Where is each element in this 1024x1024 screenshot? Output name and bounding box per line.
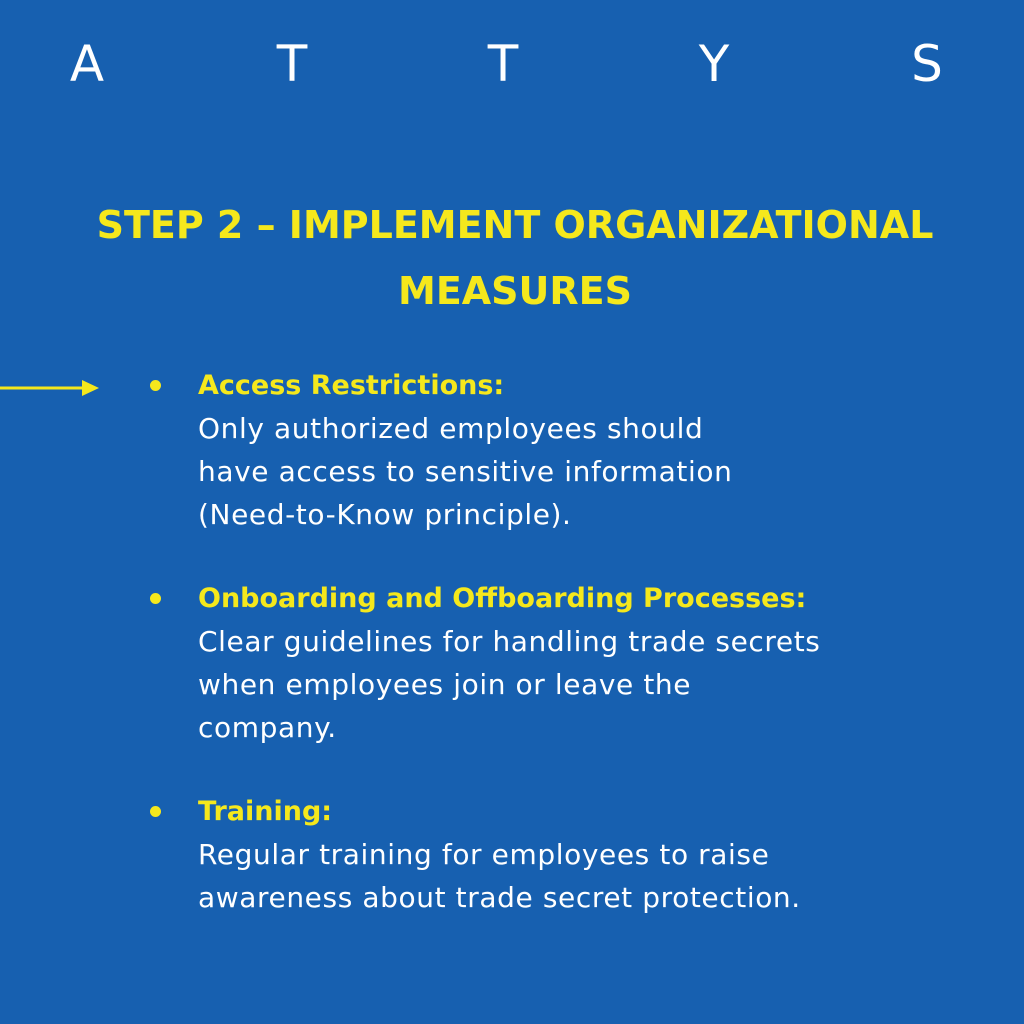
item-body-line: Only authorized employees should	[198, 412, 704, 445]
item-body-line: Clear guidelines for handling trade secrets	[198, 625, 821, 658]
brand-letter-2: T	[276, 35, 308, 93]
item-body-line: company.	[198, 711, 337, 744]
page-title-line-1: STEP 2 – IMPLEMENT ORGANIZATIONAL	[96, 203, 934, 247]
item-body-line: (Need-to-Know principle).	[198, 498, 572, 531]
brand-letter-1: A	[69, 35, 105, 93]
bullet-dot-icon	[150, 593, 161, 604]
item-heading: Access Restrictions:	[198, 370, 505, 401]
item-heading: Onboarding and Offboarding Processes:	[198, 583, 807, 614]
item-body-line: awareness about trade secret protection.	[198, 881, 801, 914]
page-title-line-2: MEASURES	[398, 269, 632, 313]
item-body-line: when employees join or leave the	[198, 668, 692, 701]
brand-letter-5: S	[911, 35, 943, 93]
brand-letter-3: T	[487, 35, 519, 93]
list-item-onboarding-offboarding	[198, 578, 988, 749]
brand-letter-4: Y	[698, 35, 730, 93]
item-body-line: Regular training for employees to raise	[198, 838, 770, 871]
bullet-dot-icon	[150, 380, 161, 391]
list-item-access-restrictions	[198, 365, 988, 536]
item-heading: Training:	[198, 796, 333, 827]
list-item-training	[198, 791, 988, 919]
bullet-dot-icon	[150, 806, 161, 817]
item-body-line: have access to sensitive information	[198, 455, 733, 488]
